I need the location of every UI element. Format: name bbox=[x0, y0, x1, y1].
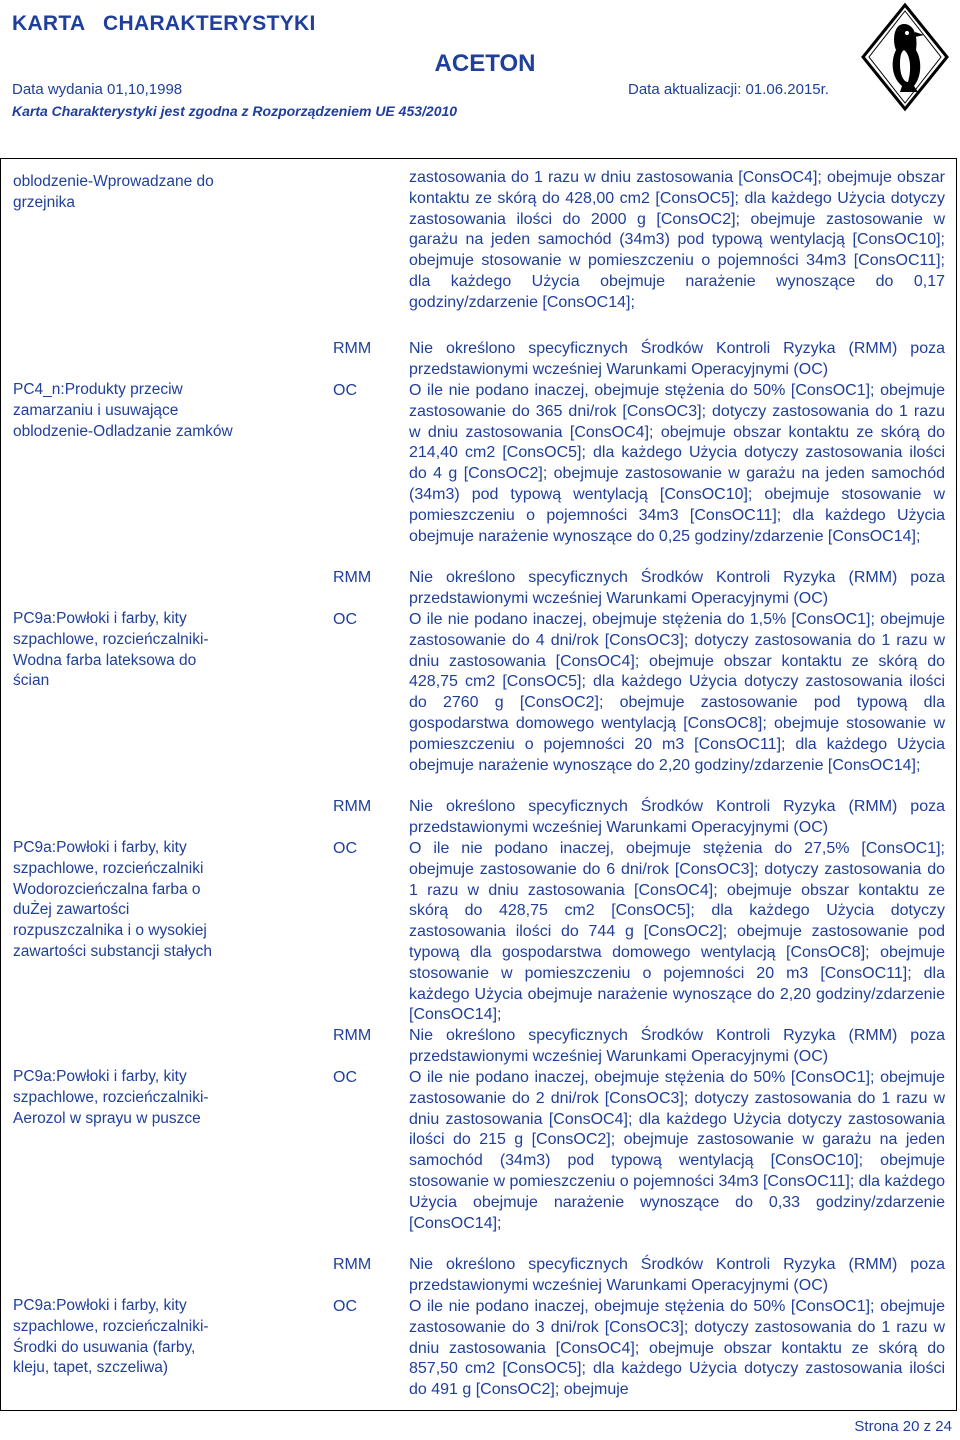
condition-label: OC bbox=[333, 611, 357, 628]
condition-text: Nie określono specyficznych Środków Kontroli Ryzyka (RMM) poza przedstawionymi wcześniej Warunkami Operacyjnymi (OC) bbox=[409, 1027, 945, 1065]
product-category: PC9a:Powłoki i farby, kity szpachlowe, rozcieńczalniki-Aerozol w sprayu w puszce bbox=[13, 1068, 209, 1127]
condition-text: O ile nie podano inaczej, obejmuje stężenia do 50% [ConsOC1]; obejmuje zastosowanie do 365 dni/rok [ConsOC3]; dotyczy zastosowania do 1 razu w dniu zastosowania [ConsOC4]; obejmuje obszar kontaktu ze skórą do 214,40 cm2 [ConsOC5]; dla każdego Użycia dotyczy zastosowania ilości do 4 g [ConsOC2]; obejmuje zastosowanie w garażu na jeden samochód (34m3) pod typową wentylacją [ConsOC10]; obejmuje stosowanie w pomieszczeniu o pojemności 34m3 [ConsOC11]; dla każdego Użycia obejmuje narażenie wynoszące do 0,25 godziny/zdarzenie [ConsOC14]; bbox=[409, 382, 945, 545]
penguin-diamond-logo-icon bbox=[860, 2, 950, 112]
regulation-note: Karta Charakterystyki jest zgodna z Rozporządzeniem UE 453/2010 bbox=[12, 103, 458, 119]
condition-text: O ile nie podano inaczej, obejmuje stężenia do 50% [ConsOC1]; obejmuje zastosowanie do 3 dni/rok [ConsOC3]; dotyczy zastosowania do 1 razu w dniu zastosowania [ConsOC4]; obejmuje obszar kontaktu ze skórą do 857,50 cm2 [ConsOC5]; dla każdego Użycia dotyczy zastosowania ilości do 491 g [ConsOC2]; obejmuje bbox=[409, 1298, 945, 1399]
condition-text: Nie określono specyficznych Środków Kontroli Ryzyka (RMM) poza przedstawionymi wcześniej Warunkami Operacyjnymi (OC) bbox=[409, 340, 945, 378]
condition-label: OC bbox=[333, 1298, 357, 1315]
condition-label: RMM bbox=[333, 340, 372, 357]
condition-text: O ile nie podano inaczej, obejmuje stężenia do 27,5% [ConsOC1]; obejmuje zastosowanie do 6 dni/rok [ConsOC3]; dotyczy zastosowania do 1 razu w dniu zastosowania [ConsOC4]; obejmuje obszar kontaktu ze skórą do 428,75 cm2 [ConsOC5]; dla każdego Użycia dotyczy zastosowania ilości do 744 g [ConsOC2]; obejmuje zastosowanie pod typową dla gospodarstwa domowego wentylacją [ConsOC8]; obejmuje stosowanie w pomieszczeniu o pojemności 20 m3 [ConsOC11]; dla każdego Użycia obejmuje narażenie wynoszące do 2,20 godziny/zdarzenie [ConsOC14]; bbox=[409, 840, 945, 1024]
condition-label: OC bbox=[333, 1069, 357, 1086]
product-category: PC9a:Powłoki i farby, kity szpachlowe, rozcieńczalniki- Środki do usuwania (farby, kleju, tapet, szczeliwa) bbox=[13, 1297, 209, 1377]
product-category: PC4_n:Produkty przeciw zamarzaniu i usuwające oblodzenie-Odladzanie zamków bbox=[13, 381, 233, 440]
condition-text: Nie określono specyficznych Środków Kontroli Ryzyka (RMM) poza przedstawionymi wcześniej Warunkami Operacyjnymi (OC) bbox=[409, 1256, 945, 1294]
product-name: ACETON bbox=[434, 50, 536, 77]
issue-date: Data wydania 01,10,1998 bbox=[12, 81, 183, 98]
condition-text: Nie określono specyficznych Środków Kontroli Ryzyka (RMM) poza przedstawionymi wcześniej Warunkami Operacyjnymi (OC) bbox=[409, 798, 945, 836]
condition-label: RMM bbox=[333, 1256, 372, 1273]
condition-label: RMM bbox=[333, 569, 372, 586]
condition-text: O ile nie podano inaczej, obejmuje stężenia do 1,5% [ConsOC1]; obejmuje zastosowanie do 4 dni/rok [ConsOC3]; dotyczy zastosowania do 1 razu w dniu zastosowania [ConsOC4]; obejmuje obszar kontaktu ze skórą do 428,75 cm2 [ConsOC5]; dla każdego Użycia dotyczy zastosowania ilości do 2760 g [ConsOC2]; obejmuje zastosowanie pod typową dla gospodarstwa domowego wentylacją [ConsOC8]; obejmuje stosowanie w pomieszczeniu o pojemności 20 m3 [ConsOC11]; dla każdego Użycia obejmuje narażenie wynoszące do 2,20 godziny/zdarzenie [ConsOC14]; bbox=[409, 611, 945, 774]
update-date: Data aktualizacji: 01.06.2015r. bbox=[628, 81, 829, 98]
condition-text: zastosowania do 1 razu w dniu zastosowania [ConsOC4]; obejmuje obszar kontaktu ze skórą do 428,00 cm2 [ConsOC5]; dla każdego Użycia dotyczy zastosowania ilości do 2000 g [ConsOC2]; obejmuje zastosowanie w garażu na jeden samochód (34m3) pod typową wentylacją [ConsOC10]; obejmuje stosowanie w pomieszczeniu o pojemności 34m3 [ConsOC11]; dla każdego Użycia obejmuje narażenie wynoszące do 0,17 godziny/zdarzenie [ConsOC14]; bbox=[409, 169, 945, 311]
condition-text: Nie określono specyficznych Środków Kontroli Ryzyka (RMM) poza przedstawionymi wcześniej Warunkami Operacyjnymi (OC) bbox=[409, 569, 945, 607]
condition-label: RMM bbox=[333, 798, 372, 815]
condition-label: OC bbox=[333, 382, 357, 399]
document-title: KARTA CHARAKTERYSTYKI bbox=[12, 12, 316, 35]
product-category: oblodzenie-Wprowadzane do grzejnika bbox=[13, 173, 214, 211]
condition-label: OC bbox=[333, 840, 357, 857]
product-category: PC9a:Powłoki i farby, kity szpachlowe, rozcieńczalniki Wodorozcieńczalna farba o duŻej zawartości rozpuszczalnika i o wysokiej zawartości substancji stałych bbox=[13, 839, 212, 960]
condition-label: RMM bbox=[333, 1027, 372, 1044]
condition-text: O ile nie podano inaczej, obejmuje stężenia do 50% [ConsOC1]; obejmuje zastosowanie do 2 dni/rok [ConsOC3]; dotyczy zastosowania do 1 razu w dniu zastosowania [ConsOC4]; dla każdego Użycia dotyczy zastosowania ilości do 215 g [ConsOC2]; obejmuje zastosowanie w garażu na jeden samochód (34m3) pod typową wentylacją [ConsOC10]; obejmuje stosowanie w pomieszczeniu o pojemności 34m3 [ConsOC11]; dla każdego Użycia obejmuje narażenie wynoszące do 0,33 godziny/zdarzenie [ConsOC14]; bbox=[409, 1069, 945, 1232]
page-number: Strona 20 z 24 bbox=[854, 1418, 952, 1435]
product-category: PC9a:Powłoki i farby, kity szpachlowe, rozcieńczalniki-Wodna farba lateksowa do ścian bbox=[13, 610, 209, 690]
